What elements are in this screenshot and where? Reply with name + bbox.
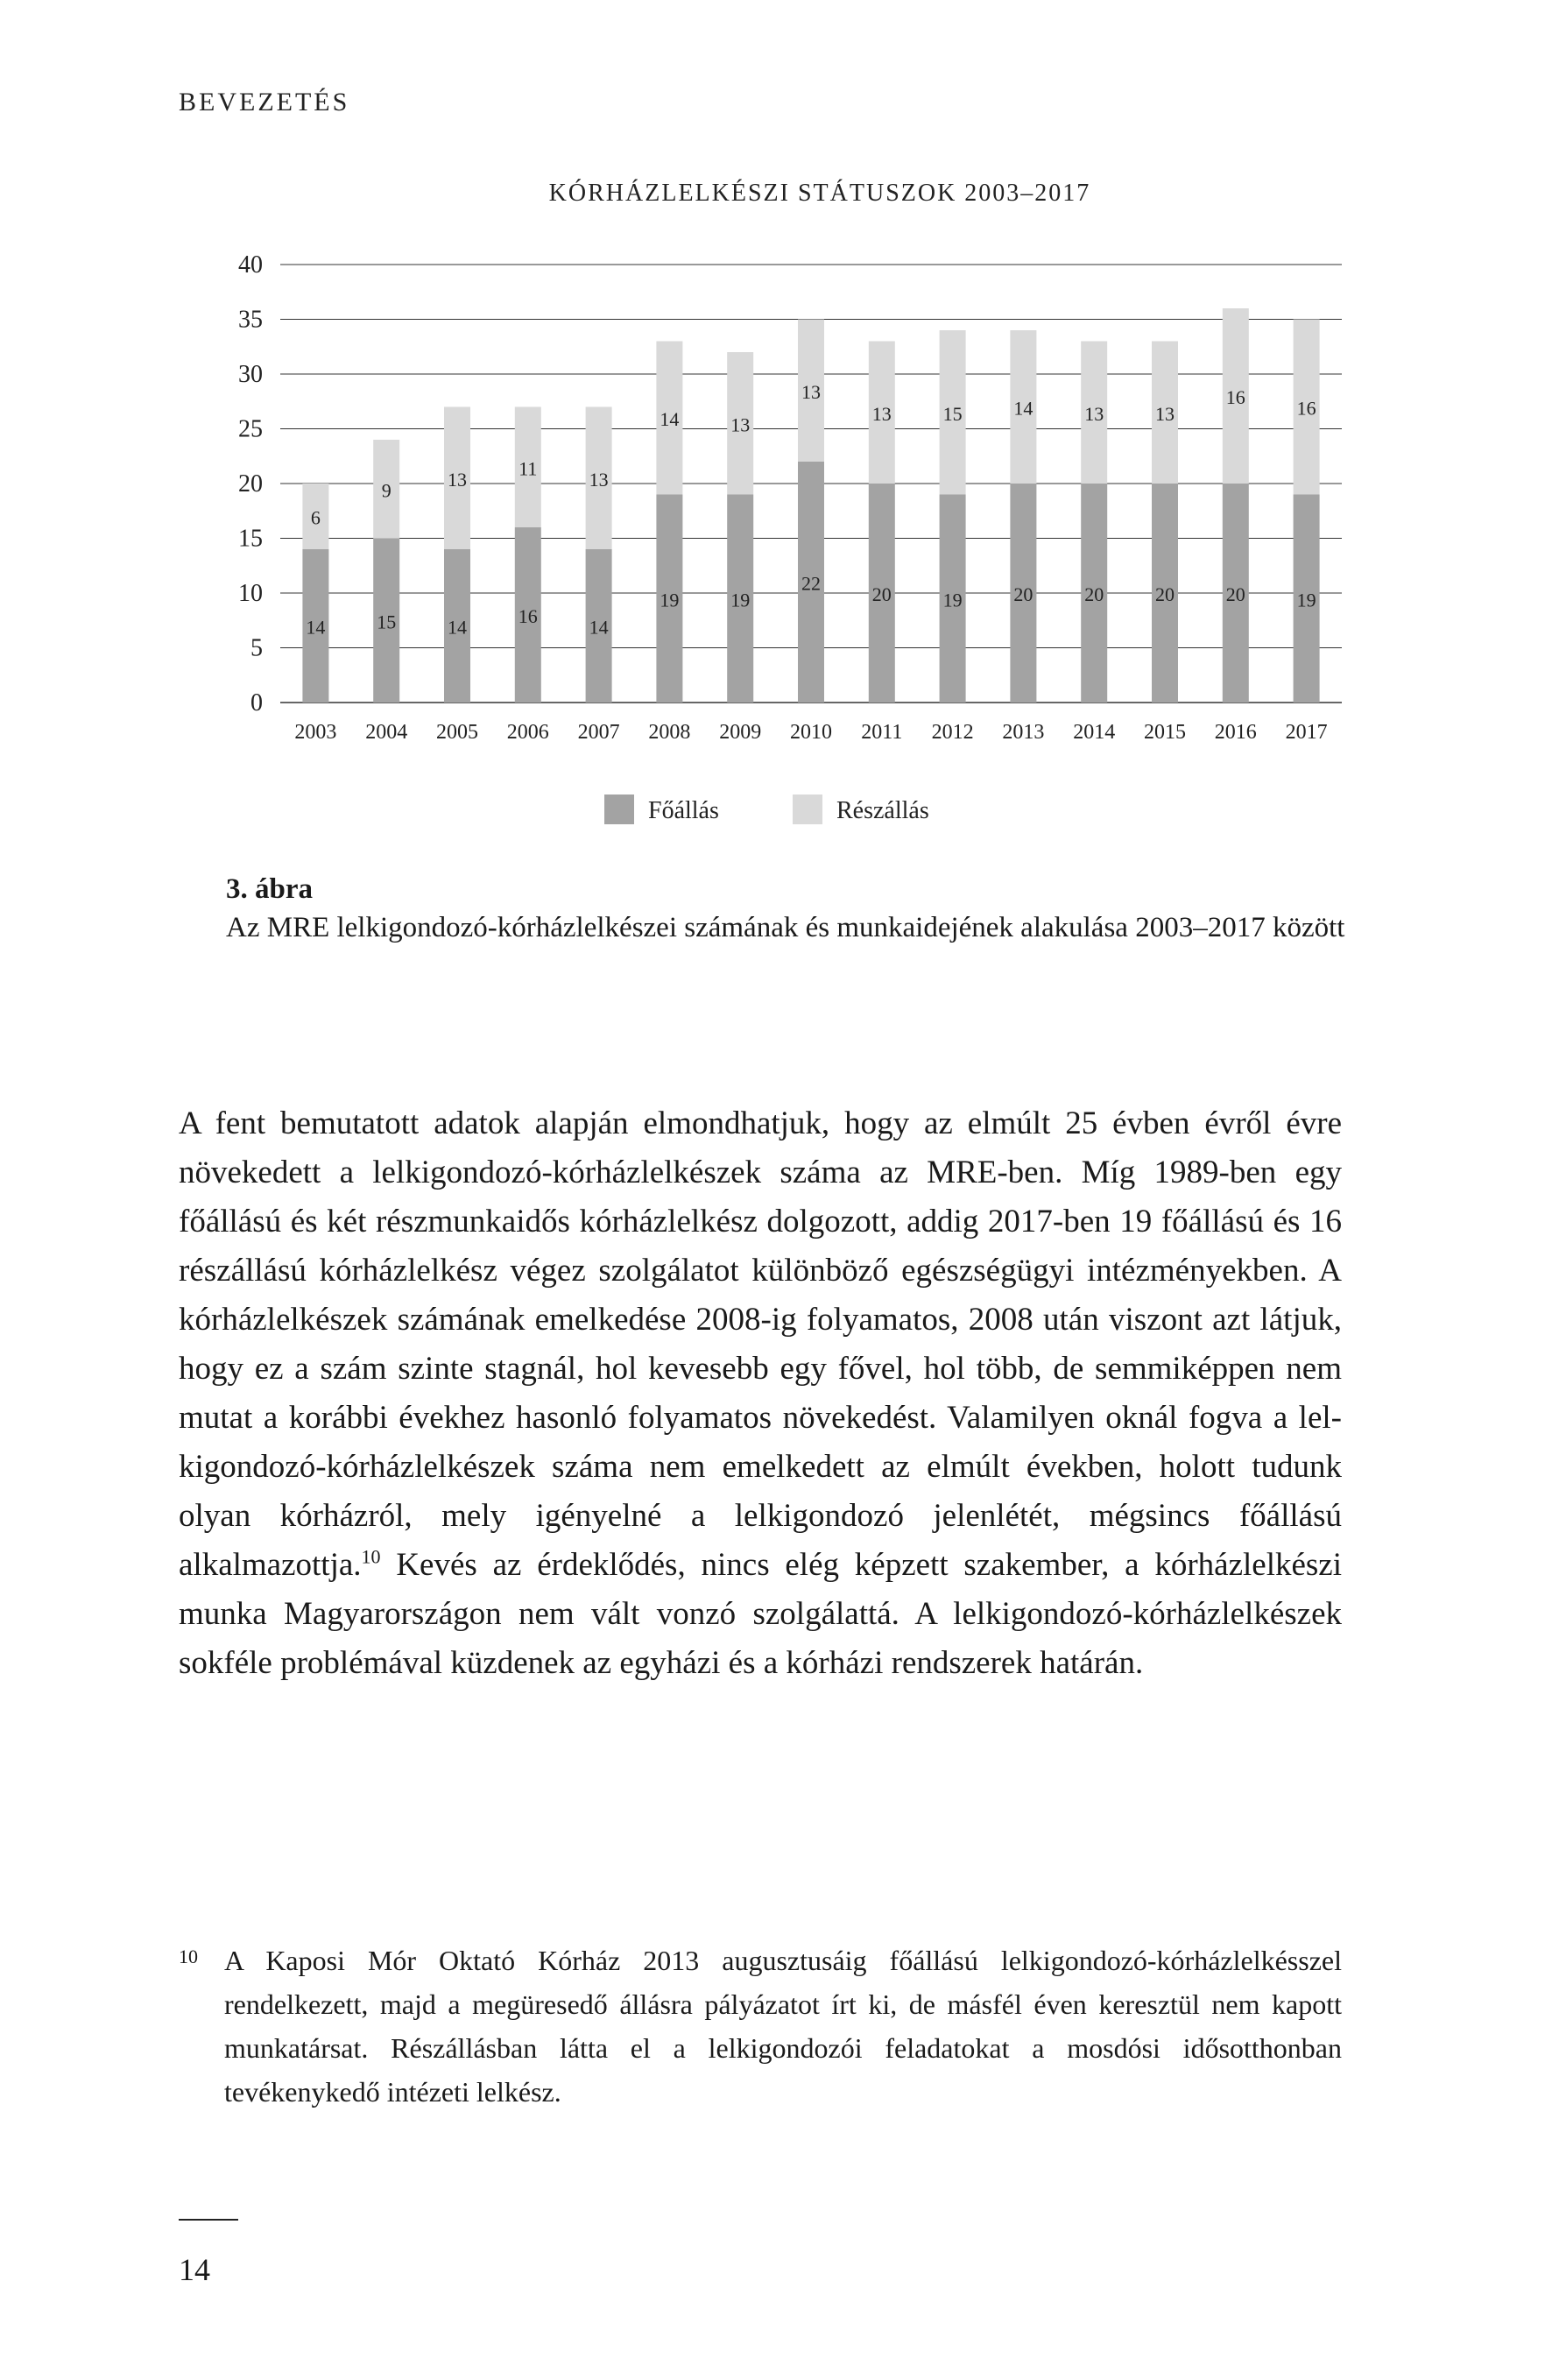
data-label: 20 <box>871 583 892 605</box>
body-paragraph <box>179 1099 1342 1688</box>
legend-swatch <box>604 795 634 824</box>
data-label: 14 <box>589 616 609 639</box>
x-tick-label: 2013 <box>1002 721 1045 744</box>
x-tick-label: 2009 <box>719 721 762 744</box>
x-tick-label: 2010 <box>790 721 832 744</box>
data-label: 16 <box>518 605 538 627</box>
data-label: 13 <box>730 413 751 436</box>
x-tick-label: 2006 <box>506 721 549 744</box>
footnote-reference[interactable]: 10 <box>361 1545 381 1568</box>
figure-caption-text: Az MRE lelkigondozó-kórházlelkészei számának és munkaidejének alakulása 2003–2017 között <box>226 912 1345 943</box>
page-number-rule <box>179 2219 238 2221</box>
y-tick-label: 40 <box>238 251 263 279</box>
footnote-text: A Kaposi Mór Oktató Kórház 2013 augusztusáig főállású lelkigondozó-kórházlelkésszel rendelkezett, majd a megüresedő állásra pályázatot írt ki, de másfél éven keresztül nem kapott munkatársat. Részállásban látta el a lelkigondozói feladatokat a mosdósi idősotthonban tevékenykedő intézeti lelkész. <box>224 1945 1342 2108</box>
y-tick-label: 0 <box>250 689 263 717</box>
y-tick-label: 35 <box>238 306 263 334</box>
data-label: 16 <box>1225 386 1245 408</box>
footnote-number: 10 <box>179 1946 198 1967</box>
data-label: 19 <box>1296 589 1316 611</box>
data-label: 13 <box>589 468 609 491</box>
data-label: 13 <box>1155 402 1175 425</box>
data-label: 13 <box>801 380 821 403</box>
data-label: 20 <box>1155 583 1175 605</box>
legend-label: Főállás <box>648 797 719 824</box>
x-tick-label: 2004 <box>365 721 408 744</box>
data-label: 13 <box>448 468 467 491</box>
data-label: 19 <box>942 589 963 611</box>
data-label: 20 <box>1225 583 1245 605</box>
data-label: 20 <box>1084 583 1104 605</box>
data-label: 22 <box>801 572 821 595</box>
x-tick-label: 2017 <box>1285 721 1328 744</box>
data-label: 19 <box>660 589 680 611</box>
data-label: 15 <box>377 611 397 633</box>
stacked-bar-chart <box>0 0 1552 841</box>
figure-caption <box>226 870 1365 947</box>
data-label: 6 <box>310 506 321 529</box>
legend-label: Részállás <box>836 797 929 824</box>
paragraph-part-1: A fent bemutatott adatok alapján elmondhatjuk, hogy az elmúlt 25 évben évről évre növekedett a lelkigondozó-kórházlelkészek száma az MRE-ben. Míg 1989-ben egy főállású és két részmunkaidős kórházlelkész dolgozott, addig 2017-ben 19 főállású és 16 részállású kórházlelkész végez szolgálatot különböző egészségügyi intézményekben. A kórházlelkészek számának emelkedése 2008-ig folyamatos, 2008 után viszont azt látjuk, hogy ez a szám szinte stagnál, hol kevesebb egy fővel, hol több, de semmiképpen nem mutat a korábbi évekhez hasonló folyamatos növekedést. Valamilyen oknál fogva a lelkigondozó-kórházlelkészek száma nem emelkedett az elmúlt években, holott tudunk olyan kórházról, mely igényelné a lelkigondozó jelenlétét, mégsincs főállású alkalmazottja. <box>179 1105 1342 1583</box>
data-label: 13 <box>871 402 892 425</box>
data-label: 11 <box>519 457 538 480</box>
y-tick-label: 15 <box>238 525 263 553</box>
x-tick-label: 2007 <box>577 721 620 744</box>
x-tick-label: 2012 <box>931 721 974 744</box>
page-number: 14 <box>179 2252 210 2287</box>
paragraph-part-2: Kevés az érdeklődés, nincs elég képzett szakember, a kórházlelkészi munka Magyarországon nem vált vonzó szolgálattá. A lelkigondozó-kórházlelkészek sokféle problémával küzdenek az egyházi és a kórházi rendszerek határán. <box>179 1547 1342 1681</box>
chart-title: KÓRHÁZLELKÉSZI STÁTUSZOK 2003–2017 <box>548 180 1091 207</box>
x-tick-label: 2005 <box>436 721 478 744</box>
data-label: 16 <box>1296 397 1316 420</box>
x-tick-label: 2008 <box>648 721 691 744</box>
x-tick-label: 2015 <box>1144 721 1186 744</box>
data-label: 14 <box>1013 397 1033 420</box>
figure-label: 3. ábra <box>226 873 313 905</box>
x-tick-label: 2016 <box>1214 721 1257 744</box>
x-tick-label: 2003 <box>294 721 337 744</box>
running-head: BEVEZETÉS <box>179 88 350 117</box>
y-tick-label: 25 <box>238 415 263 443</box>
footnote <box>179 1939 1342 2114</box>
data-label: 14 <box>306 616 326 639</box>
x-tick-label: 2014 <box>1073 721 1116 744</box>
y-tick-label: 30 <box>238 361 263 388</box>
data-label: 14 <box>448 616 467 639</box>
data-label: 15 <box>942 402 963 425</box>
x-tick-label: 2011 <box>861 721 903 744</box>
y-tick-label: 10 <box>238 580 263 607</box>
data-label: 13 <box>1084 402 1104 425</box>
data-label: 14 <box>660 408 680 430</box>
data-label: 9 <box>381 479 392 502</box>
y-tick-label: 5 <box>250 634 263 662</box>
data-label: 20 <box>1013 583 1033 605</box>
data-label: 19 <box>730 589 751 611</box>
legend-swatch <box>793 795 822 824</box>
y-tick-label: 20 <box>238 470 263 498</box>
